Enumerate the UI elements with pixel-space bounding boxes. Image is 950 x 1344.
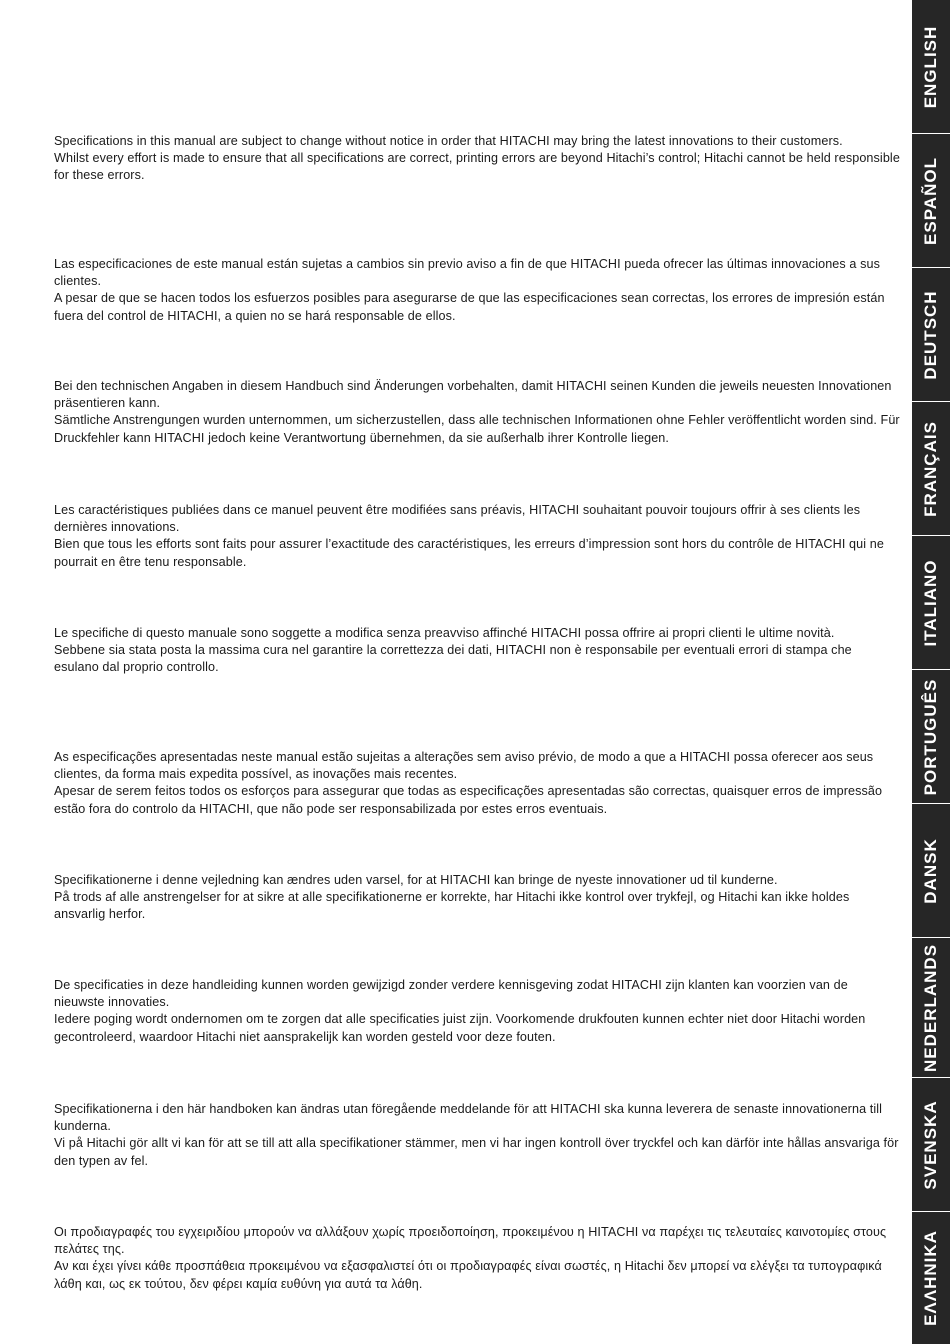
paragraph-line: Bien que tous les efforts sont faits pour assurer l’exactitude des caractéristiques, les erreurs d’impression sont hors du contrôle de HITACHI qui ne pourrait en être tenu responsable. xyxy=(54,537,884,569)
paragraph-espanol xyxy=(54,256,900,325)
tab-label: SVENSKA xyxy=(921,1099,940,1190)
paragraph-deutsch xyxy=(54,378,900,447)
paragraph-line: Bei den technischen Angaben in diesem Handbuch sind Änderungen vorbehalten, damit HITACHI seinen Kunden die jeweils neuesten Innovationen präsentieren kann. xyxy=(54,379,892,411)
tab-label: ESPAÑOL xyxy=(921,156,940,245)
tab-english[interactable] xyxy=(912,0,950,134)
tab-label: DEUTSCH xyxy=(921,289,940,380)
paragraph-svenska xyxy=(54,1101,900,1170)
paragraph-line: De specificaties in deze handleiding kunnen worden gewijzigd zonder verdere kennisgeving zodat HITACHI zijn klanten kan voorzien van de nieuwste innovaties. xyxy=(54,978,848,1010)
tab-deutsch[interactable] xyxy=(912,268,950,402)
tab-label: PORTUGUÊS xyxy=(921,678,940,795)
paragraph-line: Whilst every effort is made to ensure that all specifications are correct, printing errors are beyond Hitachi’s control; Hitachi cannot be held responsible for these errors. xyxy=(54,151,900,183)
paragraph-line: Le specifiche di questo manuale sono soggette a modifica senza preavviso affinché HITACHI possa offrire ai propri clienti le ultime novità. xyxy=(54,626,835,640)
tab-italiano[interactable] xyxy=(912,536,950,670)
tab-label: FRANÇAIS xyxy=(921,420,940,517)
tab-francais[interactable] xyxy=(912,402,950,536)
paragraph-line: Sebbene sia stata posta la massima cura nel garantire la correttezza dei dati, HITACHI non è responsabile per eventuali errori di stampa che esulano dal proprio controllo. xyxy=(54,643,852,675)
tab-label: NEDERLANDS xyxy=(921,943,940,1072)
paragraph-line: Iedere poging wordt ondernomen om te zorgen dat alle specificaties juist zijn. Voorkomende drukfouten kunnen echter niet door Hitachi worden gecontroleerd, waardoor Hitachi niet aansprakelijk kan worden gesteld voor deze fouten. xyxy=(54,1012,866,1044)
tab-espanol[interactable] xyxy=(912,134,950,268)
tab-label: ITALIANO xyxy=(921,558,940,647)
paragraph-line: As especificações apresentadas neste manual estão sujeitas a alterações sem aviso prévio, de modo a que a HITACHI possa oferecer aos seus clientes, da forma mais expedita possível, as inovações mais recentes. xyxy=(54,750,874,782)
tab-label: ENGLISH xyxy=(921,25,940,108)
tab-label: ΕΛΛΗΝΙΚΑ xyxy=(921,1230,940,1326)
tab-portugues[interactable] xyxy=(912,670,950,804)
paragraph-line: Les caractéristiques publiées dans ce manuel peuvent être modifiées sans préavis, HITACHI souhaitant pouvoir toujours offrir à ses clients les dernières innovations. xyxy=(54,503,861,535)
paragraph-line: A pesar de que se hacen todos los esfuerzos posibles para asegurarse de que las especificaciones sean correctas, los errores de impresión están fuera del control de HITACHI, a quien no se hará responsable de ellos. xyxy=(54,291,885,323)
paragraph-line: Las especificaciones de este manual están sujetas a cambios sin previo aviso a fin de que HITACHI pueda ofrecer las últimas innovaciones a sus clientes. xyxy=(54,257,880,289)
tab-ellinika[interactable] xyxy=(912,1212,950,1344)
paragraph-line: Sämtliche Anstrengungen wurden unternommen, um sicherzustellen, dass alle technischen Informationen ohne Fehler veröffentlicht worden sind. Für Druckfehler kann HITACHI jedoch keine Verantwortung übernehmen, da sie außerhalb ihrer Kontrolle liegen. xyxy=(54,413,900,445)
paragraph-line: Αν και έχει γίνει κάθε προσπάθεια προκειμένου να εξασφαλιστεί ότι οι προδιαγραφές είναι σωστές, η Hitachi δεν μπορεί να ελέγξει τα τυπογραφικά λάθη και, ως εκ τούτου, δεν φέρει καμία ευθύνη για αυτά τα λάθη. xyxy=(54,1259,882,1291)
paragraph-line: Specifikationerne i denne vejledning kan ændres uden varsel, for at HITACHI kan bringe de nyeste innovationer ud til kunderne. xyxy=(54,873,778,887)
paragraph-english xyxy=(54,133,900,185)
tab-dansk[interactable] xyxy=(912,804,950,938)
paragraph-line: Οι προδιαγραφές του εγχειριδίου μπορούν να αλλάξουν χωρίς προειδοποίηση, προκειμένου η HITACHI να παρέχει τις τελευταίες καινοτομίες στους πελάτες της. xyxy=(54,1225,887,1257)
paragraph-portugues xyxy=(54,749,900,818)
tab-nederlands[interactable] xyxy=(912,938,950,1078)
paragraph-line: På trods af alle anstrengelser for at sikre at alle specifikationerne er korrekte, har Hitachi ikke kontrol over trykfejl, og Hitachi kan ikke holdes ansvarlig herfor. xyxy=(54,890,850,922)
language-tab-bar xyxy=(912,0,950,1344)
tab-label: DANSK xyxy=(921,837,940,904)
paragraph-line: Apesar de serem feitos todos os esforços para assegurar que todas as especificações apresentadas são correctas, quaisquer erros de impressão estão fora do controlo da HITACHI, que não pode ser responsabilizada por estes erros eventuais. xyxy=(54,784,883,816)
paragraph-italiano xyxy=(54,625,900,677)
paragraph-francais xyxy=(54,502,900,571)
paragraph-line: Vi på Hitachi gör allt vi kan för att se till att alla specifikationer stämmer, men vi har ingen kontroll över tryckfel och kan därför inte hållas ansvariga för den typen av fel. xyxy=(54,1136,899,1168)
paragraph-line: Specifikationerna i den här handboken kan ändras utan föregående meddelande för att HITACHI ska kunna leverera de senaste innovationerna till kunderna. xyxy=(54,1102,883,1134)
paragraph-ellinika xyxy=(54,1224,900,1293)
tab-svenska[interactable] xyxy=(912,1078,950,1212)
paragraph-line: Specifications in this manual are subject to change without notice in order that HITACHI may bring the latest innovations to their customers. xyxy=(54,134,843,148)
paragraph-dansk xyxy=(54,872,900,924)
paragraph-nederlands xyxy=(54,977,900,1046)
